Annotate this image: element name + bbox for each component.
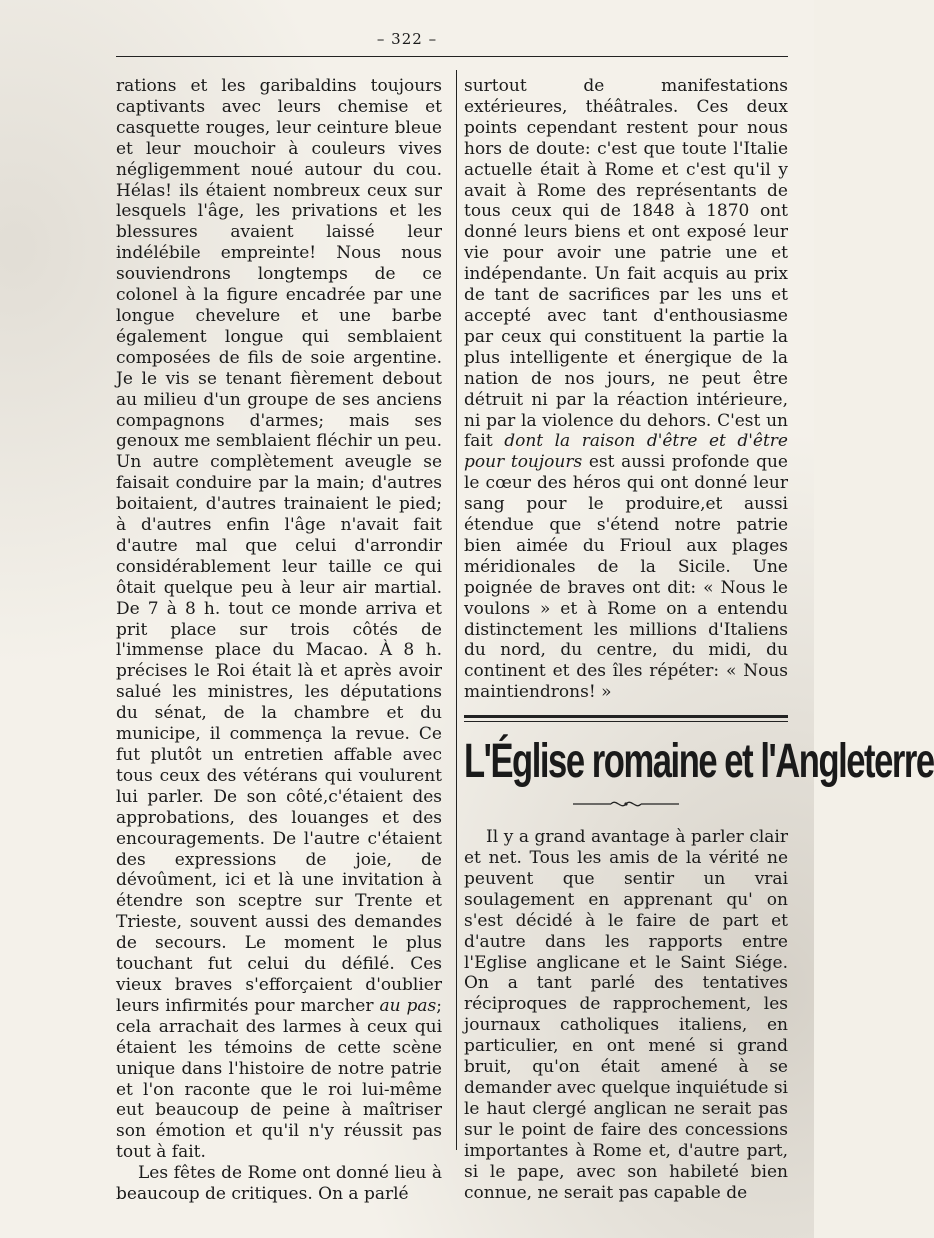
left-paragraph-1 — [116, 76, 442, 1163]
ornament-flourish-icon — [571, 798, 681, 810]
column-divider — [456, 70, 457, 1150]
right-column — [464, 76, 934, 1203]
right-paragraph-1-end: est aussi profonde que le cœur des héros qui ont donné leur sang pour le produire,et aussi étendue que s'étend notre patrie bien aimée du Frioul aux plages méridionales de la Sicile. Une poignée de braves ont dit: « Nous le voulons » et à Rome on a entendu distinctement les millions d'Italiens du nord, du centre, du midi, du continent et des îles répéter: « Nous maintiendrons! » — [464, 452, 788, 703]
left-column — [116, 76, 442, 1205]
ornament-divider — [464, 794, 788, 815]
left-paragraph-1-text: rations et les garibaldins toujours captivants avec leurs chemise et casquette rouges, leur ceinture bleue et leur mouchoir à couleurs vives négligemment noué autour du cou. Hélas! ils étaient nombreux ceux sur lesquels l'âge, les privations et les blessures avaient laissé leur indélébile empreinte! Nous nous souviendrons longtemps de ce colonel à la figure encadrée par une longue chevelure et une barbe également longue qui semblaient composées de fils de soie argentine. Je le vis se tenant fièrement debout au milieu d'un groupe de ses anciens compagnons d'armes; mais ses genoux me semblaient fléchir un peu. Un autre complètement aveugle se faisait conduire par la main; d'autres boitaient, d'autres trainaient le pied; à d'autres enfin l'âge n'avait fait d'autre mal que celui d'arrondir considérablement leur taille ce qui ôtait quelque peu à leur air martial. De 7 à 8 h. tout ce monde arriva et prit place sur trois côtés de l'immense place du Macao. À 8 h. précises le Roi était là et après avoir salué les ministres, les députations du sénat, de la chambre et du municipe, il commença la revue. Ce fut plutôt un entretien affable avec tous ceux des vétérans qui voulurent lui parler. De son côté,c'étaient des approbations, des louanges et des encouragements. De l'autre c'étaient des expressions de joie, de dévoûment, ici et là une invitation à étendre son sceptre sur Trente et Trieste, souvent aussi des demandes de secours. Le moment le plus touchant fut celui du défilé. Ces vieux braves s'efforçaient d'oublier leurs infirmités pour marcher — [116, 76, 442, 1016]
section-rule — [464, 715, 788, 722]
header-rule — [116, 56, 788, 57]
left-paragraph-1-italic: au pas — [379, 995, 437, 1016]
right-paragraph-1 — [464, 76, 788, 703]
right-paragraph-1-text: surtout de manifestations extérieures, théâtrales. Ces deux points cependant restent pour nous hors de doute: c'est que toute l'Italie actuelle était à Rome et c'est qu'il y avait à Rome des représentants de tous ceux qui de 1848 à 1870 ont donné leurs biens et ont exposé leur vie pour avoir une patrie une et indépendante. Un fait acquis au prix de tant de sacrifices par les uns et accepté avec tant d'enthousiasme par ceux qui constituent la partie la plus intelligente et énergique de la nation de nos jours, ne peut être détruit ni par la réaction intérieure, ni par la violence du dehors. C'est un fait — [464, 76, 788, 452]
section-title: L'Église romaine et l'Angleterre — [464, 735, 934, 789]
left-paragraph-2: Les fêtes de Rome ont donné lieu à beaucoup de critiques. On a parlé — [116, 1163, 442, 1205]
page-number: – 322 – — [376, 30, 438, 48]
left-paragraph-1-end: ; cela arrachait des larmes à ceux qui étaient les témoins de cette scène unique dans l'histoire de notre patrie et l'on raconte que le roi lui-même eut beaucoup de peine à maîtriser son émotion et qu'il n'y réussit pas tout à fait. — [116, 995, 443, 1163]
right-paragraph-1-italic: dont la raison d'être et d'être pour toujours — [464, 431, 788, 473]
right-paragraph-2: Il y a grand avantage à parler clair et net. Tous les amis de la vérité ne peuvent que sentir un vrai soulagement en apprenant qu' on s'est décidé à le faire de part et d'autre dans les rapports entre l'Eglise anglicane et le Saint Siége. On a tant parlé des tentatives réciproques de rapprochement, les journaux catholiques italiens, en particulier, en ont mené si grand bruit, qu'on était amené à se demander avec quelque inquiétude si le haut clergé anglican ne serait pas sur le point de faire des concessions importantes à Rome et, d'autre part, si le pape, avec son habileté bien connue, ne serait pas capable de — [464, 827, 788, 1203]
